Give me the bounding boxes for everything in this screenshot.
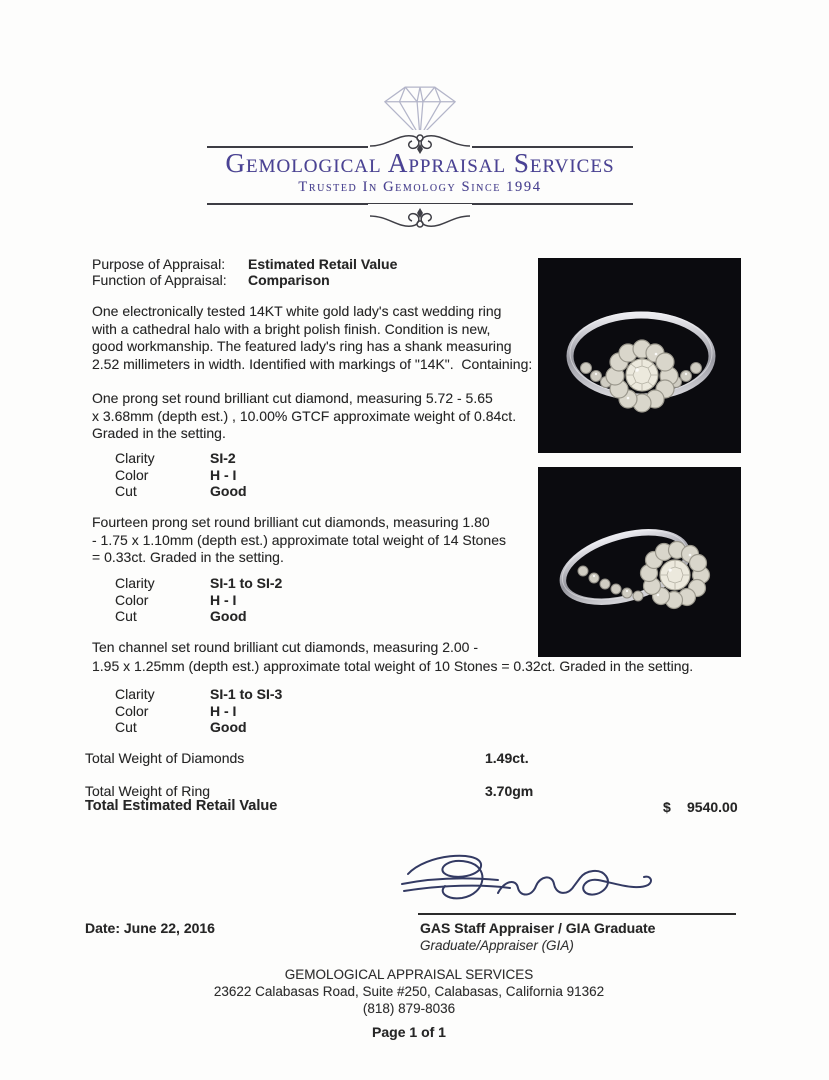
flourish-bottom-icon: [368, 204, 472, 232]
grade-label: Cut: [115, 608, 137, 625]
grade-row: [115, 703, 282, 720]
appraiser-title: GAS Staff Appraiser / GIA Graduate: [420, 920, 656, 936]
purpose-label: Purpose of Appraisal:: [92, 256, 226, 272]
text-line: One electronically tested 14KT white gold lady's cast wedding ring: [92, 303, 502, 319]
brand-name: Gemological Appraisal Services: [225, 148, 615, 178]
total-weight-diamonds-value: 1.49ct.: [485, 750, 529, 766]
grade-row: [115, 467, 247, 484]
grade-value: Good: [210, 608, 247, 625]
item-description: [92, 303, 532, 373]
footer-company: GEMOLOGICAL APPRAISAL SERVICES: [284, 967, 534, 982]
footer: [214, 966, 604, 1017]
text-line: One prong set round brilliant cut diamond, measuring 5.72 - 5.65: [92, 390, 493, 406]
grade-label: Cut: [115, 719, 137, 736]
total-weight-diamonds-label: Total Weight of Diamonds: [85, 750, 245, 766]
grade-label: Cut: [115, 483, 137, 500]
function-label: Function of Appraisal:: [92, 272, 227, 288]
stone-2-description: [92, 514, 506, 567]
text-line: - 1.75 x 1.10mm (depth est.) approximate total weight of 14 Stones: [92, 531, 506, 548]
stone-3-grades: [115, 686, 282, 736]
grade-value: Good: [210, 719, 247, 736]
text-line: Graded in the setting.: [92, 425, 226, 441]
text-line: good workmanship. The featured lady's ring has a shank measuring: [92, 338, 512, 354]
retail-value-amount: 9540.00: [687, 799, 738, 815]
grade-label: Clarity: [115, 450, 155, 466]
appraiser-signature: [398, 850, 666, 912]
stone-1-description: [92, 390, 516, 443]
text-line: = 0.33ct. Graded in the setting.: [92, 549, 284, 565]
grade-row: [115, 608, 282, 625]
signature-rule: [418, 913, 736, 915]
grade-row: [115, 450, 247, 467]
grade-row: [115, 483, 247, 500]
ring-photo-front: [538, 258, 741, 453]
grade-row: [115, 592, 282, 609]
currency-symbol: $: [663, 799, 671, 815]
stone-2-grades: [115, 575, 282, 625]
brand-tagline: Trusted In Gemology Since 1994: [298, 179, 542, 195]
text-line: Ten channel set round brilliant cut diamonds, measuring 2.00 -: [92, 639, 478, 655]
text-line: 2.52 millimeters in width. Identified with markings of "14K". Containing:: [92, 355, 533, 372]
function-value: Comparison: [248, 272, 330, 288]
grade-row: [115, 575, 282, 592]
text-line: 1.95 x 1.25mm (depth est.) approximate total weight of 10 Stones = 0.32ct. Graded in the setting.: [92, 658, 694, 674]
grade-label: Color: [115, 702, 149, 719]
grade-label: Clarity: [115, 686, 155, 702]
ring-photo-side: [538, 467, 741, 657]
total-weight-ring-label: Total Weight of Ring: [85, 782, 211, 799]
grade-value: SI-2: [210, 450, 236, 466]
grade-label: Clarity: [115, 575, 155, 591]
grade-value: Good: [210, 483, 247, 500]
grade-value: H - I: [210, 466, 237, 483]
footer-address: 23622 Calabasas Road, Suite #250, Calabasas, California 91362: [213, 984, 605, 999]
total-weight-ring-value: 3.70gm: [485, 782, 534, 799]
text-line: x 3.68mm (depth est.) , 10.00% GTCF approximate weight of 0.84ct.: [92, 407, 517, 424]
grade-value: SI-1 to SI-3: [210, 686, 283, 702]
retail-value-label: Total Estimated Retail Value: [85, 798, 278, 814]
date-label: Date: June 22, 2016: [85, 920, 215, 936]
grade-row: [115, 686, 282, 703]
grade-label: Color: [115, 466, 149, 483]
text-line: with a cathedral halo with a bright polish finish. Condition is new,: [92, 320, 491, 337]
purpose-value: Estimated Retail Value: [248, 256, 398, 272]
grade-label: Color: [115, 591, 149, 608]
grade-row: [115, 719, 282, 736]
text-line: Fourteen prong set round brilliant cut diamonds, measuring 1.80: [92, 514, 490, 530]
grade-value: H - I: [210, 591, 237, 608]
appraiser-subtitle: Graduate/Appraiser (GIA): [420, 938, 574, 953]
footer-phone: (818) 879-8036: [362, 1001, 456, 1016]
total-weight-ring-row: [85, 783, 685, 800]
total-weight-diamonds-row: [85, 750, 685, 767]
stone-1-grades: [115, 450, 247, 500]
page-number: Page 1 of 1: [372, 1024, 446, 1040]
grade-value: SI-1 to SI-2: [210, 575, 283, 591]
grade-value: H - I: [210, 702, 237, 719]
